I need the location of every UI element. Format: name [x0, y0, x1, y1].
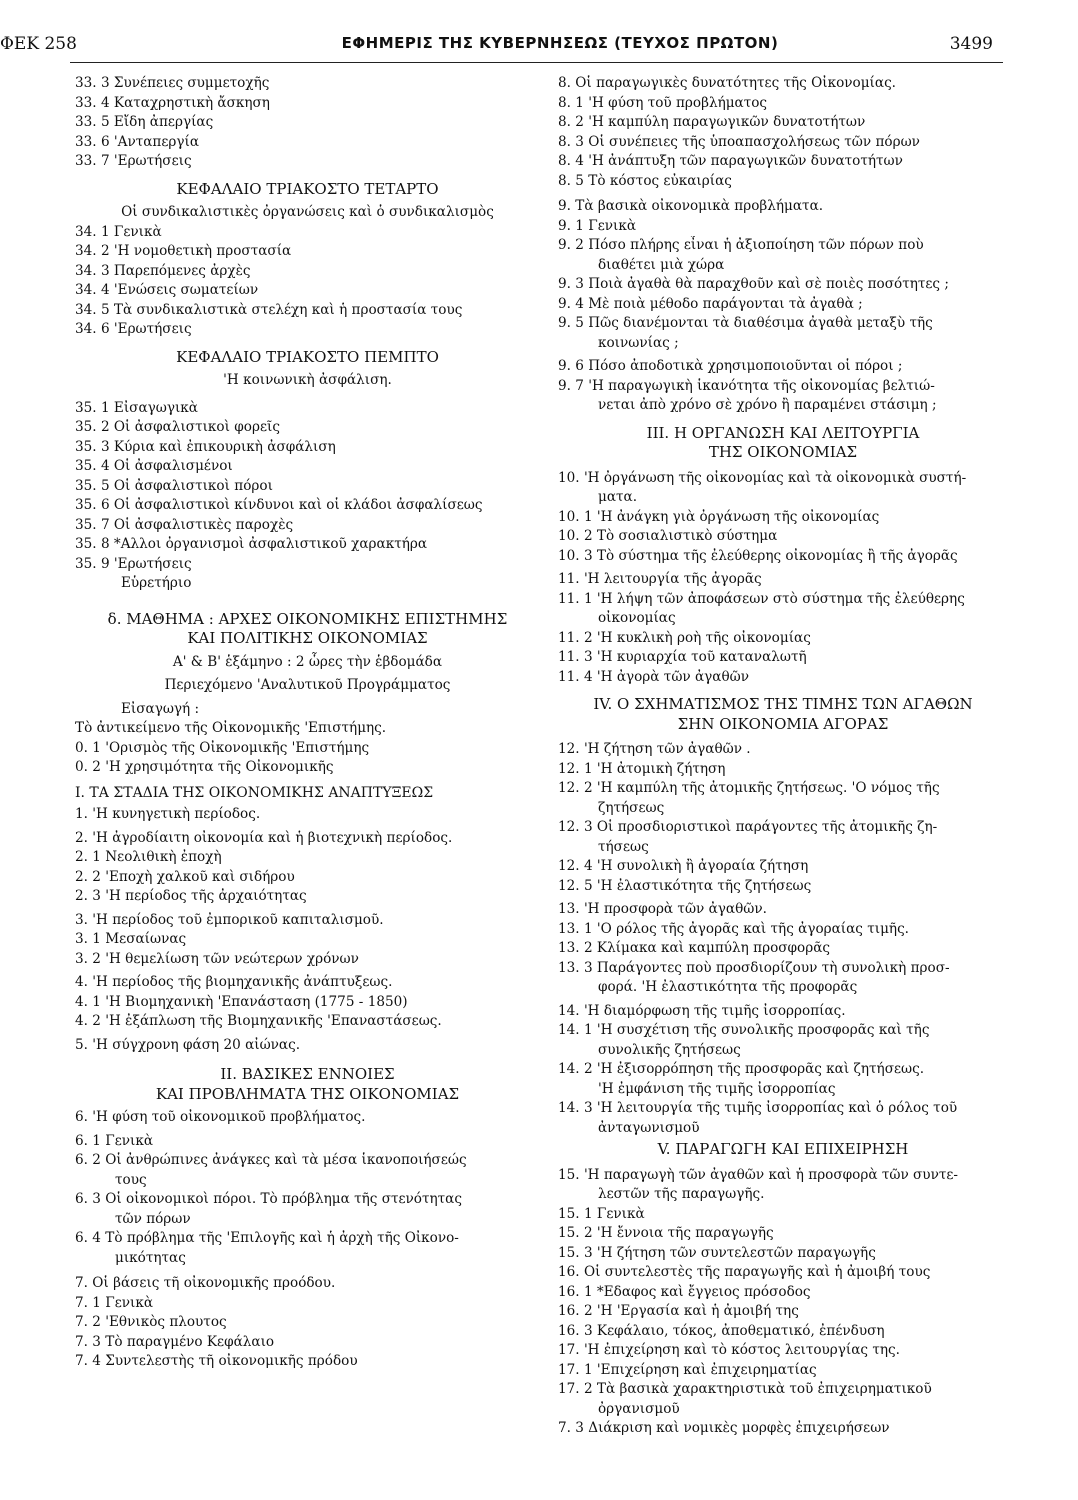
toc-line: 16. 2 'Η 'Εργασία καὶ ἡ ἀμοιβή της [558, 1303, 799, 1319]
toc-line-continuation: λεστῶν τῆς παραγωγῆς. [598, 1186, 765, 1202]
toc-line: 2. 1 Νεολιθικὴ ἐποχὴ [75, 849, 222, 865]
toc-line: 15. 'Η παραγωγὴ τῶν ἀγαθῶν καὶ ἡ προσφορὰ τῶν συντε- [558, 1166, 958, 1183]
toc-line: 8. Οἱ παραγωγικὲς δυνατότητες τῆς Οἰκονομίας. [558, 75, 896, 91]
toc-line: 14. 'Η διαμόρφωση τῆς τιμῆς ἰσορροπίας. [558, 1002, 846, 1019]
toc-line-continuation: συνολικῆς ζητήσεως [598, 1041, 741, 1058]
toc-line: 9. 7 'Η παραγωγικὴ ἱκανότητα τῆς οἰκονομίας βελτιώ- [558, 377, 935, 394]
toc-line: 17. 1 'Επιχείρηση καὶ ἐπιχειρηματίας [558, 1361, 817, 1378]
toc-line-continuation: ἀνταγωνισμοῦ [598, 1119, 700, 1136]
toc-line: 14. 3 'Η λειτουργία τῆς τιμῆς ἰσορροπίας καὶ ὁ ρόλος τοῦ [558, 1100, 958, 1116]
toc-line: 3. 'Η περίοδος τοῦ ἐμπορικοῦ καπιταλισμοῦ. [75, 911, 384, 928]
toc-line: 1. 'Η κυνηγετικὴ περίοδος. [75, 806, 261, 822]
section-heading-line2: ΣΗΝ ΟΙΚΟΝΟΜΙΑ ΑΓΟΡΑΣ [677, 714, 889, 733]
gazette-title: ΕΦΗΜΕΡΙΣ ΤΗΣ ΚΥΒΕΡΝΗΣΕΩΣ (ΤΕΥΧΟΣ ΠΡΩΤΟΝ) [341, 34, 779, 52]
toc-line-continuation: τήσεως [598, 838, 649, 855]
toc-line: 7. 4 Συντελεστὴς τῆ οἰκονομικῆς πρόδου [75, 1353, 358, 1369]
toc-line: 16. 3 Κεφάλαιο, τόκος, ἀποθεματικό, ἐπένδυση [558, 1322, 885, 1339]
toc-line: 8. 2 'Η καμπύλη παραγωγικῶν δυνατοτήτων [558, 114, 866, 130]
toc-line: 35. 8 *Αλλοι ὀργανισμοὶ ἀσφαλιστικοῦ χαρακτήρα [75, 536, 428, 552]
toc-line: 17. 2 Τὰ βασικὰ χαρακτηριστικὰ τοῦ ἐπιχειρηματικοῦ [558, 1381, 932, 1397]
chapter-subtitle: 'Η κοινωνικὴ ἀσφάλιση. [223, 372, 392, 388]
toc-line: 9. 5 Πῶς διανέμονται τὰ διαθέσιμα ἀγαθὰ μεταξὺ τῆς [558, 315, 933, 331]
toc-line-continuation: μικότητας [115, 1249, 186, 1266]
toc-line: 35. 1 Εἰσαγωγικὰ [75, 399, 198, 416]
toc-line: 5. 'Η σύγχρονη φάση 20 αἰώνας. [75, 1036, 301, 1053]
toc-line: 10. 'Η ὀργάνωση τῆς οἰκονομίας καὶ τὰ οἰκονομικὰ συστή- [558, 469, 967, 486]
toc-line: 35. 7 Οἱ ἀσφαλιστικὲς παροχὲς [75, 516, 294, 533]
toc-line-continuation: τῶν πόρων [115, 1210, 191, 1227]
toc-line: 7. 3 Τὸ παραγμένο Κεφάλαιο [75, 1333, 275, 1350]
toc-line: 4. 1 'Η Βιομηχανικὴ 'Επανάσταση (1775 - 1850) [75, 993, 408, 1010]
toc-line: 8. 4 'Η ἀνάπτυξη τῶν παραγωγικῶν δυνατοτήτων [558, 153, 903, 169]
toc-line: 35. 3 Κύρια καὶ ἐπικουρικὴ ἀσφάλιση [75, 438, 336, 455]
intro-label: Εἰσαγωγή : [121, 700, 200, 717]
toc-line-continuation: 'Η ἐμφάνιση τῆς τιμῆς ἰσορροπίας [598, 1080, 836, 1097]
toc-line: 12. 2 'Η καμπύλη τῆς ἀτομικῆς ζητήσεως. 'Ο νόμος τῆς [558, 780, 940, 796]
contents-title: Περιεχόμενο 'Αναλυτικοῦ Προγράμματος [164, 677, 451, 693]
toc-line: 13. 'Η προσφορὰ τῶν ἀγαθῶν. [558, 901, 767, 917]
toc-line: 11. 2 'Η κυκλικὴ ροὴ τῆς οἰκονομίας [558, 629, 811, 646]
section-heading: IV. Ο ΣΧΗΜΑΤΙΣΜΟΣ ΤΗΣ ΤΙΜΗΣ ΤΩΝ ΑΓΑΘΩΝ [593, 695, 973, 713]
toc-line: 0. 1 'Ορισμὸς τῆς Οἰκονομικῆς 'Επιστήμης [75, 739, 370, 756]
toc-line: 9. 3 Ποιὰ ἀγαθὰ θὰ παραχθοῦν καὶ σὲ ποιὲς ποσότητες ; [558, 276, 949, 292]
toc-line: 6. 4 Τὸ πρόβλημα τῆς 'Επιλογῆς καὶ ἡ ἀρχὴ τῆς Οἰκονο- [75, 1230, 459, 1246]
toc-line: 15. 3 'Η ζήτηση τῶν συντελεστῶν παραγωγῆς [558, 1244, 876, 1261]
right-column [558, 74, 1008, 1439]
toc-line: 8. 5 Τὸ κόστος εὐκαιρίας [558, 172, 732, 189]
toc-line: 9. 6 Πόσο ἀποδοτικὰ χρησιμοποιοῦνται οἱ πόροι ; [558, 358, 903, 374]
toc-line: 2. 3 'Η περίοδος τῆς ἀρχαιότητας [75, 888, 307, 904]
course-heading: δ. ΜΑΘΗΜΑ : ΑΡΧΕΣ ΟΙΚΟΝΟΜΙΚΗΣ ΕΠΙΣΤΗΜΗΣ [107, 609, 508, 628]
toc-line: 12. 1 'Η ἀτομικὴ ζήτηση [558, 760, 726, 777]
toc-line: 15. 2 'Η ἔννοια τῆς παραγωγῆς [558, 1225, 774, 1241]
section-heading: V. ΠΑΡΑΓΩΓΗ ΚΑΙ ΕΠΙΧΕΙΡΗΣΗ [657, 1140, 909, 1158]
toc-line: 11. 3 'Η κυριαρχία τοῦ καταναλωτῆ [558, 649, 807, 665]
toc-line: 10. 3 Τὸ σύστημα τῆς ἐλεύθερης οἰκονομίας ἢ τῆς ἀγορᾶς [558, 547, 958, 564]
index-line: Εὑρετήριο [121, 575, 192, 591]
toc-line: 12. 4 'Η συνολικὴ ἢ ἀγοραία ζήτηση [558, 858, 809, 874]
toc-line: 15. 1 Γενικὰ [558, 1205, 645, 1222]
toc-line: 14. 2 'Η ἐξισορρόπηση τῆς προσφορᾶς καὶ ζητήσεως. [558, 1061, 925, 1077]
toc-line: 13. 2 Κλίμακα καὶ καμπύλη προσφορᾶς [558, 940, 831, 956]
toc-line: 4. 2 'Η ἐξάπλωση τῆς Βιομηχανικῆς 'Επαναστάσεως. [75, 1013, 442, 1029]
toc-line: 11. 'Η λειτουργία τῆς ἀγορᾶς [558, 571, 762, 587]
toc-line: 6. 1 Γενικὰ [75, 1132, 154, 1149]
toc-line: 3. 2 'Η θεμελίωση τῶν νεώτερων χρόνων [75, 950, 359, 967]
toc-line: 34. 5 Τὰ συνδικαλιστικὰ στελέχη καὶ ἡ προστασία τους [75, 301, 463, 318]
toc-line: 10. 1 'Η ἀνάγκη γιὰ ὀργάνωση τῆς οἰκονομίας [558, 508, 880, 525]
toc-line: 6. 3 Οἱ οἰκονομικοὶ πόροι. Τὸ πρόβλημα τῆς στενότητας [75, 1191, 462, 1207]
toc-line: 7. 3 Διάκριση καὶ νομικὲς μορφὲς ἐπιχειρήσεων [558, 1420, 890, 1436]
left-column [75, 74, 540, 1372]
toc-line: 3. 1 Μεσαίωνας [75, 931, 187, 947]
toc-line: 35. 5 Οἱ ἀσφαλιστικοὶ πόροι [75, 477, 273, 494]
toc-line-continuation: διαθέτει μιὰ χώρα [598, 256, 725, 273]
toc-line: 9. Τὰ βασικὰ οἰκονομικὰ προβλήματα. [558, 198, 824, 214]
toc-line: 12. 5 'Η ἐλαστικότητα τῆς ζητήσεως [558, 877, 812, 894]
toc-line: 12. 'Η ζήτηση τῶν ἀγαθῶν . [558, 741, 751, 757]
toc-line: 35. 2 Οἱ ἀσφαλιστικοὶ φορεῖς [75, 419, 280, 435]
toc-line: 2. 'Η ἀγροδίαιτη οἰκονομία καὶ ἡ βιοτεχνικὴ περίοδος. [75, 829, 453, 846]
toc-line-continuation: οἰκονομίας [598, 610, 676, 626]
toc-line: 35. 9 'Ερωτήσεις [75, 555, 192, 572]
toc-line: 11. 1 'Η λήψη τῶν ἀποφάσεων στὸ σύστημα τῆς ἐλεύθερης [558, 590, 965, 607]
toc-line: 9. 1 Γενικὰ [558, 217, 637, 234]
toc-line: 34. 1 Γενικὰ [75, 223, 162, 240]
toc-line: 34. 6 'Ερωτήσεις [75, 321, 192, 337]
toc-line: 13. 3 Παράγοντες ποὺ προσδιορίζουν τὴ συνολικὴ προσ- [558, 959, 950, 976]
toc-line: 8. 3 Οἱ συνέπειες τῆς ὑποαπασχολήσεως τῶν πόρων [558, 133, 920, 150]
toc-line: 14. 1 'Η συσχέτιση τῆς συνολικῆς προσφορᾶς καὶ τῆς [558, 1022, 930, 1038]
toc-line: 9. 4 Μὲ ποιὰ μέθοδο παράγονται τὰ ἀγαθὰ ; [558, 295, 863, 312]
toc-line: 34. 4 'Ενώσεις σωματείων [75, 282, 259, 298]
toc-line: 33. 3 Συνέπειες συμμετοχῆς [75, 75, 270, 91]
toc-line-continuation: ζητήσεως [598, 799, 665, 816]
section-heading: ΙΙ. ΒΑΣΙΚΕΣ ΕΝΝΟΙΕΣ [220, 1065, 395, 1083]
chapter-heading: ΚΕΦΑΛΑΙΟ ΤΡΙΑΚΟΣΤΟ ΠΕΜΠΤΟ [176, 347, 439, 366]
toc-line: 34. 3 Παρεπόμενες ἀρχὲς [75, 262, 251, 279]
section-heading-line2: ΤΗΣ ΟΙΚΟΝΟΜΙΑΣ [708, 443, 858, 461]
toc-line: 10. 2 Τὸ σοσιαλιστικὸ σύστημα [558, 528, 778, 544]
toc-line: 13. 1 'Ο ρόλος τῆς ἀγορᾶς καὶ τῆς ἀγοραίας τιμῆς. [558, 920, 910, 937]
toc-line-continuation: ὀργανισμοῦ [598, 1400, 680, 1417]
toc-line: 35. 6 Οἱ ἀσφαλιστικοὶ κίνδυνοι καὶ οἱ κλάδοι ἀσφαλίσεως [75, 497, 483, 513]
toc-line: 33. 5 Εἴδη ἀπεργίας [75, 114, 214, 130]
toc-line-continuation: νεται ἀπὸ χρόνο σὲ χρόνο ἢ παραμένει στάσιμη ; [598, 397, 937, 413]
toc-line-continuation: κοινωνίας ; [598, 334, 679, 351]
toc-line: Τὸ ἀντικείμενο τῆς Οἰκονομικῆς 'Επιστήμης. [75, 720, 387, 736]
toc-line: 16. Οἱ συντελεστὲς τῆς παραγωγῆς καὶ ἡ ἀμοιβή τους [558, 1264, 931, 1280]
toc-line: 7. 1 Γενικὰ [75, 1294, 154, 1311]
toc-line: 11. 4 'Η ἀγορὰ τῶν ἀγαθῶν [558, 668, 750, 685]
gazette-issue-number: ΦΕΚ 258 [0, 34, 77, 54]
course-heading-line2: ΚΑΙ ΠΟΛΙΤΙΚΗΣ ΟΙΚΟΝΟΜΙΑΣ [187, 629, 428, 647]
section-heading: Ι. ΤΑ ΣΤΑΔΙΑ ΤΗΣ ΟΙΚΟΝΟΜΙΚΗΣ ΑΝΑΠΤΥΞΕΩΣ [75, 784, 434, 801]
toc-line: 16. 1 *Εδαφος καὶ ἔγγειος πρόσοδος [558, 1283, 811, 1300]
toc-line: 17. 'Η ἐπιχείρηση καὶ τὸ κόστος λειτουργίας της. [558, 1342, 900, 1358]
toc-line: 0. 2 'Η χρησιμότητα τῆς Οἰκονομικῆς [75, 759, 334, 775]
page-header [0, 0, 1078, 64]
semester-hours: Α' & Β' ἑξάμηνο : 2 ὧρες τὴν ἑβδομάδα [172, 653, 443, 670]
chapter-heading: ΚΕΦΑΛΑΙΟ ΤΡΙΑΚΟΣΤΟ ΤΕΤΑΡΤΟ [176, 179, 439, 198]
toc-line: 6. 2 Οἱ ἀνθρώπινες ἀνάγκες καὶ τὰ μέσα ἱκανοποιήσεώς [75, 1152, 467, 1168]
toc-line: 33. 6 'Ανταπεργία [75, 133, 200, 150]
chapter-subtitle: Οἱ συνδικαλιστικὲς ὀργανώσεις καὶ ὁ συνδικαλισμὸς [121, 204, 494, 220]
toc-line: 2. 2 'Εποχὴ χαλκοῦ καὶ σιδήρου [75, 868, 295, 885]
toc-line: 34. 2 'Η νομοθετικὴ προστασία [75, 243, 292, 259]
section-heading-line2: ΚΑΙ ΠΡΟΒΛΗΜΑΤΑ ΤΗΣ ΟΙΚΟΝΟΜΙΑΣ [155, 1084, 460, 1103]
toc-line: 35. 4 Οἱ ἀσφαλισμένοι [75, 458, 233, 474]
toc-line-continuation: ματα. [598, 489, 638, 505]
toc-line: 33. 7 'Ερωτήσεις [75, 153, 192, 169]
toc-line: 4. 'Η περίοδος τῆς βιομηχανικῆς ἀνάπτυξεως. [75, 974, 393, 990]
toc-line: 7. 2 'Εθνικὸς πλουτος [75, 1314, 227, 1330]
toc-line: 9. 2 Πόσο πλήρης εἶναι ἡ ἀξιοποίηση τῶν πόρων ποὺ [558, 237, 924, 253]
toc-line: 8. 1 'Η φύση τοῦ προβλήματος [558, 94, 768, 111]
header-rule [70, 62, 1003, 63]
section-heading: ΙΙΙ. Η ΟΡΓΑΝΩΣΗ ΚΑΙ ΛΕΙΤΟΥΡΓΙΑ [646, 423, 920, 442]
toc-line-continuation: φορά. 'Η ἐλαστικότητα τῆς προφορᾶς [598, 979, 858, 995]
toc-line: 12. 3 Οἱ προσδιοριστικοὶ παράγοντες τῆς ἀτομικῆς ζη- [558, 819, 938, 835]
toc-line-continuation: τους [115, 1171, 147, 1188]
toc-line: 6. 'Η φύση τοῦ οἰκονομικοῦ προβλήματος. [75, 1109, 366, 1125]
toc-line: 7. Οἱ βάσεις τῆ οἰκονομικῆς προόδου. [75, 1275, 336, 1291]
toc-line: 33. 4 Καταχρηστικὴ ἄσκηση [75, 94, 270, 111]
page-number: 3499 [949, 34, 993, 54]
